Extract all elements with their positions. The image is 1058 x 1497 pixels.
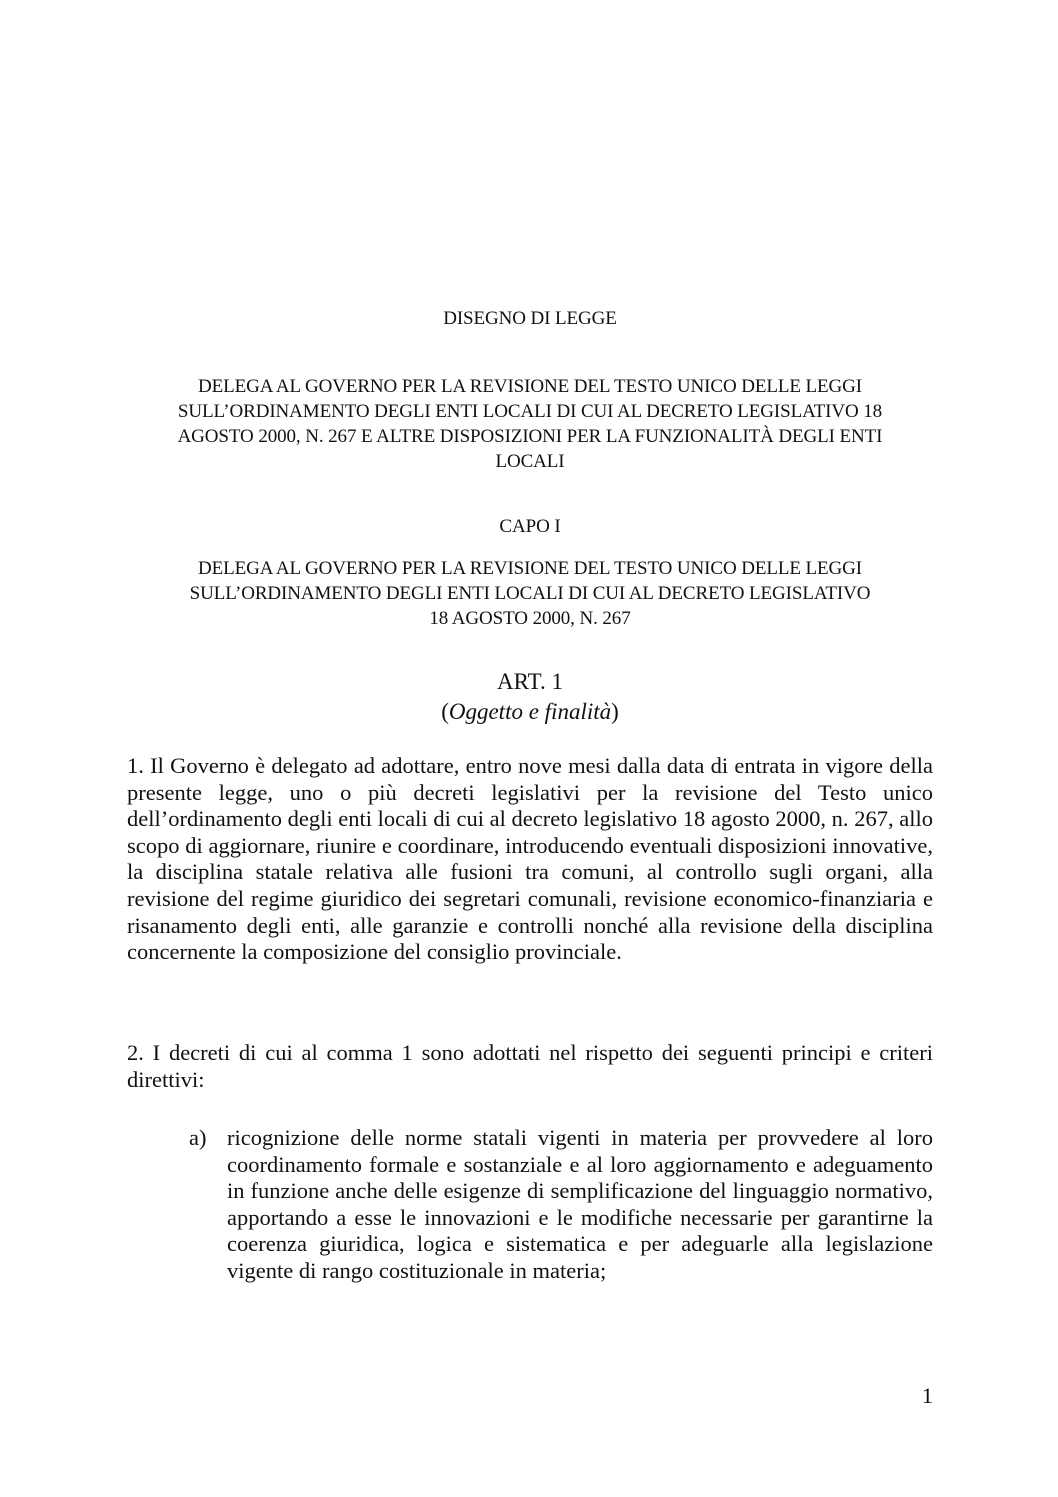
page-number: 1 bbox=[921, 1383, 933, 1408]
subtitle-text: Oggetto e finalità bbox=[448, 699, 612, 724]
paragraph-1: 1. Il Governo è delegato ad adottare, entro nove mesi dalla data di entrata in vigore della presente legge, uno o più decreti legislativi per la revisione del Testo unico dell’ordinamento degli enti locali di cui al decreto legislativo 18 agosto 2000, n. 267, allo scopo di aggiornare, riunire e coordinare, introducendo eventuali disposizioni innovative, la disciplina statale relativa alle fusioni tra comuni, al controllo sugli organi, alla revisione del regime giuridico dei segretari comunali, revisione economico-finanziaria e risanamento degli enti, alle garanzie e controlli nonché alla revisione della disciplina concernente la composizione del consiglio provinciale. bbox=[127, 753, 933, 965]
chapter-label: CAPO I bbox=[499, 516, 561, 537]
list-item bbox=[189, 1125, 933, 1285]
chapter-title-line: SULL’ORDINAMENTO DEGLI ENTI LOCALI DI CUI AL DECRETO LEGISLATIVO bbox=[189, 583, 871, 604]
chapter-title bbox=[127, 556, 933, 631]
subtitle-open-paren: ( bbox=[441, 699, 449, 724]
list-marker: a) bbox=[189, 1125, 207, 1150]
law-title-line: DELEGA AL GOVERNO PER LA REVISIONE DEL TESTO UNICO DELLE LEGGI bbox=[197, 376, 863, 397]
article-subtitle bbox=[127, 697, 933, 727]
list-item-text: ricognizione delle norme statali vigenti in materia per provvedere al loro coordinamento formale e sostanziale e al loro aggiornamento e adeguamento in funzione anche delle esigenze di semplificazione del linguaggio normativo, apportando a esse le innovazioni e le modifiche necessarie per garantirne la coerenza giuridica, logica e sistematica e per adeguarle alla legislazione vigente di rango costituzionale in materia; bbox=[227, 1125, 933, 1283]
law-title-line: SULL’ORDINAMENTO DEGLI ENTI LOCALI DI CUI AL DECRETO LEGISLATIVO 18 bbox=[177, 401, 883, 422]
document-type: DISEGNO DI LEGGE bbox=[443, 308, 617, 329]
chapter-title-line: DELEGA AL GOVERNO PER LA REVISIONE DEL TESTO UNICO DELLE LEGGI bbox=[197, 558, 863, 579]
subtitle-close-paren: ) bbox=[611, 699, 619, 724]
chapter-title-line: 18 AGOSTO 2000, N. 267 bbox=[429, 608, 631, 629]
law-title-line: LOCALI bbox=[495, 451, 565, 472]
article-number: ART. 1 bbox=[497, 669, 563, 694]
law-title bbox=[127, 374, 933, 474]
law-title-line: AGOSTO 2000, N. 267 E ALTRE DISPOSIZIONI PER LA FUNZIONALITÀ DEGLI ENTI bbox=[177, 426, 883, 447]
paragraph-2: 2. I decreti di cui al comma 1 sono adottati nel rispetto dei seguenti principi e criteri direttivi: bbox=[127, 1040, 933, 1092]
